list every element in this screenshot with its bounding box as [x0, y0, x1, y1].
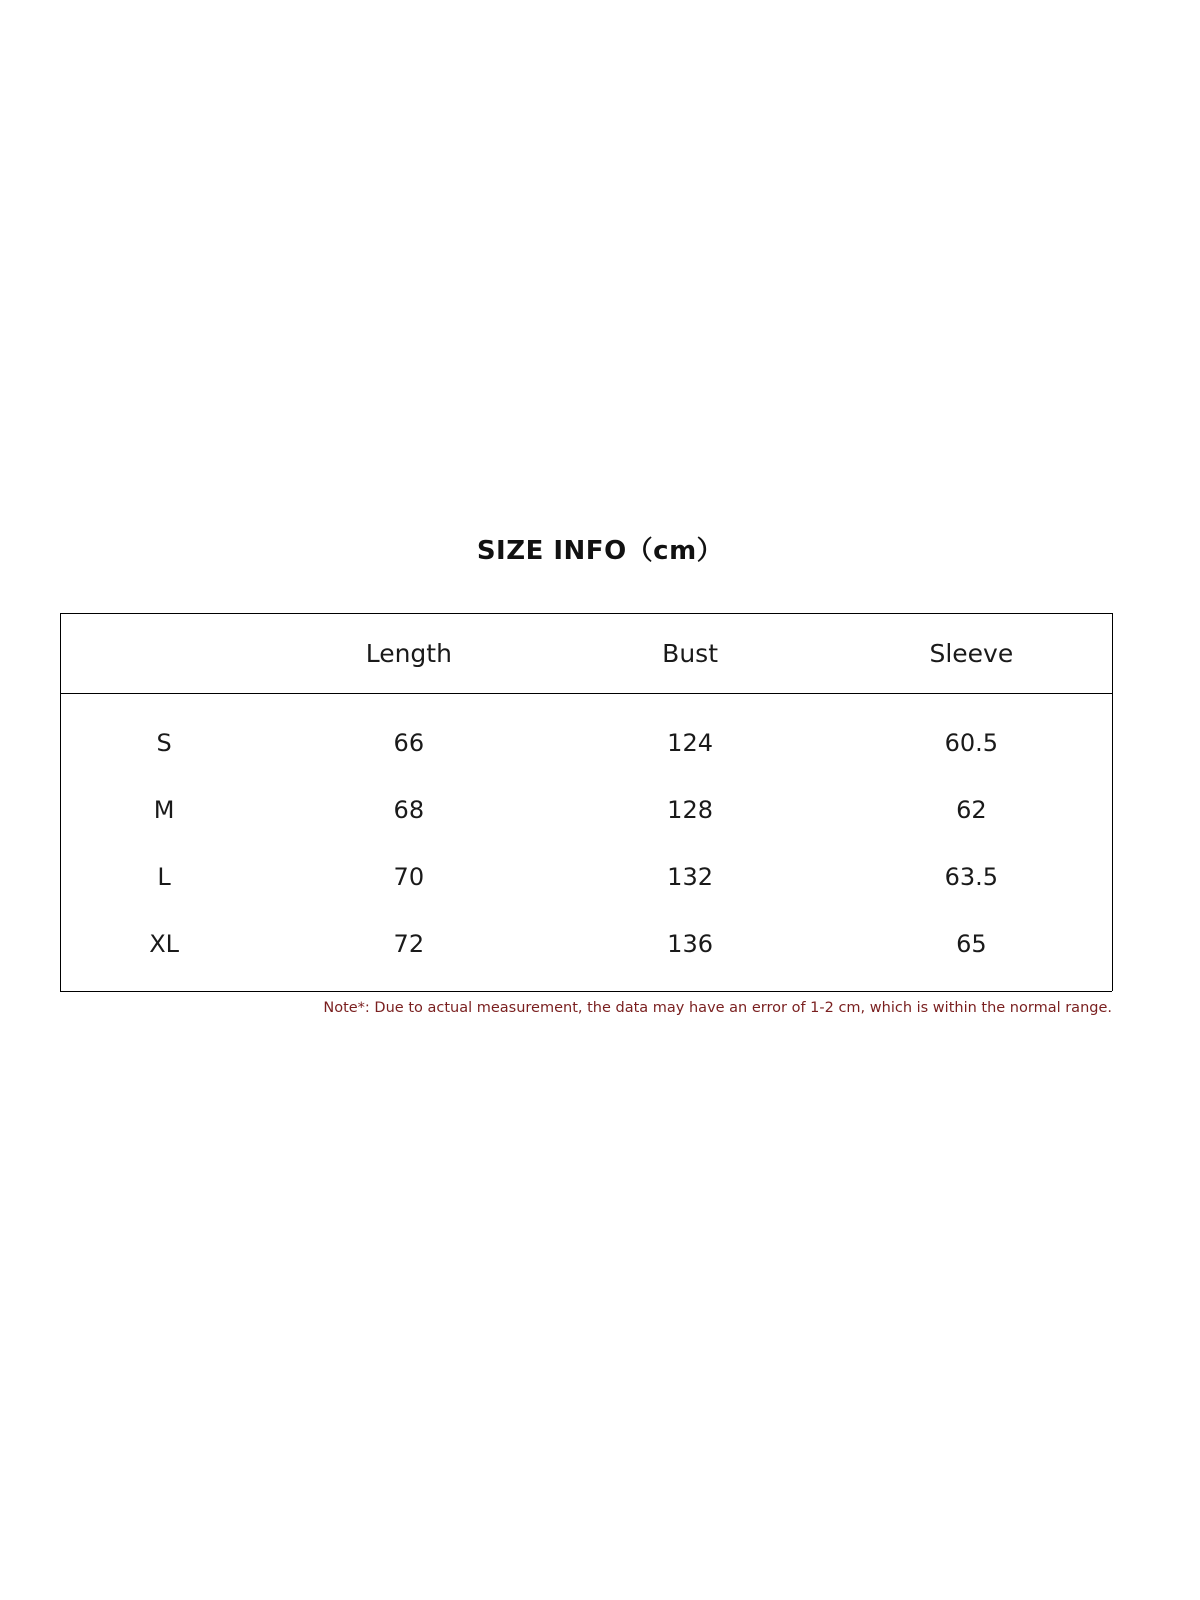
column-header-sleeve: Sleeve — [831, 613, 1112, 694]
cell-sleeve: 63.5 — [944, 862, 999, 891]
cell-bust: 124 — [667, 728, 713, 757]
cell-sleeve: 65 — [956, 929, 987, 958]
size-table — [60, 613, 1112, 986]
table-row — [60, 843, 1112, 910]
table-border-left — [60, 613, 61, 991]
cell-sleeve: 62 — [956, 795, 987, 824]
cell-length: 66 — [393, 728, 425, 757]
cell-length: 72 — [393, 929, 425, 958]
table-border-bottom — [60, 991, 1112, 992]
table-body — [60, 694, 1112, 987]
table-header — [60, 613, 1112, 694]
table-border-top — [60, 613, 1112, 614]
cell-bust: 132 — [667, 862, 713, 891]
measurement-note: Note*: Due to actual measurement, the data may have an error of 1-2 cm, which is within the normal range. — [323, 1000, 1112, 1016]
page-title: SIZE INFO（cm） — [476, 536, 724, 566]
cell-size: XL — [149, 929, 179, 958]
cell-size: M — [153, 795, 175, 824]
cell-length: 70 — [393, 862, 425, 891]
table-border-right — [1112, 613, 1113, 991]
column-header-size — [60, 613, 268, 694]
cell-size: L — [157, 862, 171, 891]
table-row — [60, 776, 1112, 843]
size-table-container — [60, 613, 1112, 986]
cell-size: S — [156, 728, 172, 757]
column-header-bust: Bust — [549, 613, 830, 694]
table-row — [60, 910, 1112, 986]
table-row — [60, 694, 1112, 777]
cell-bust: 136 — [667, 929, 713, 958]
cell-length: 68 — [393, 795, 425, 824]
cell-bust: 128 — [667, 795, 713, 824]
cell-sleeve: 60.5 — [944, 728, 999, 757]
table-header-row — [60, 613, 1112, 694]
column-header-length: Length — [268, 613, 549, 694]
